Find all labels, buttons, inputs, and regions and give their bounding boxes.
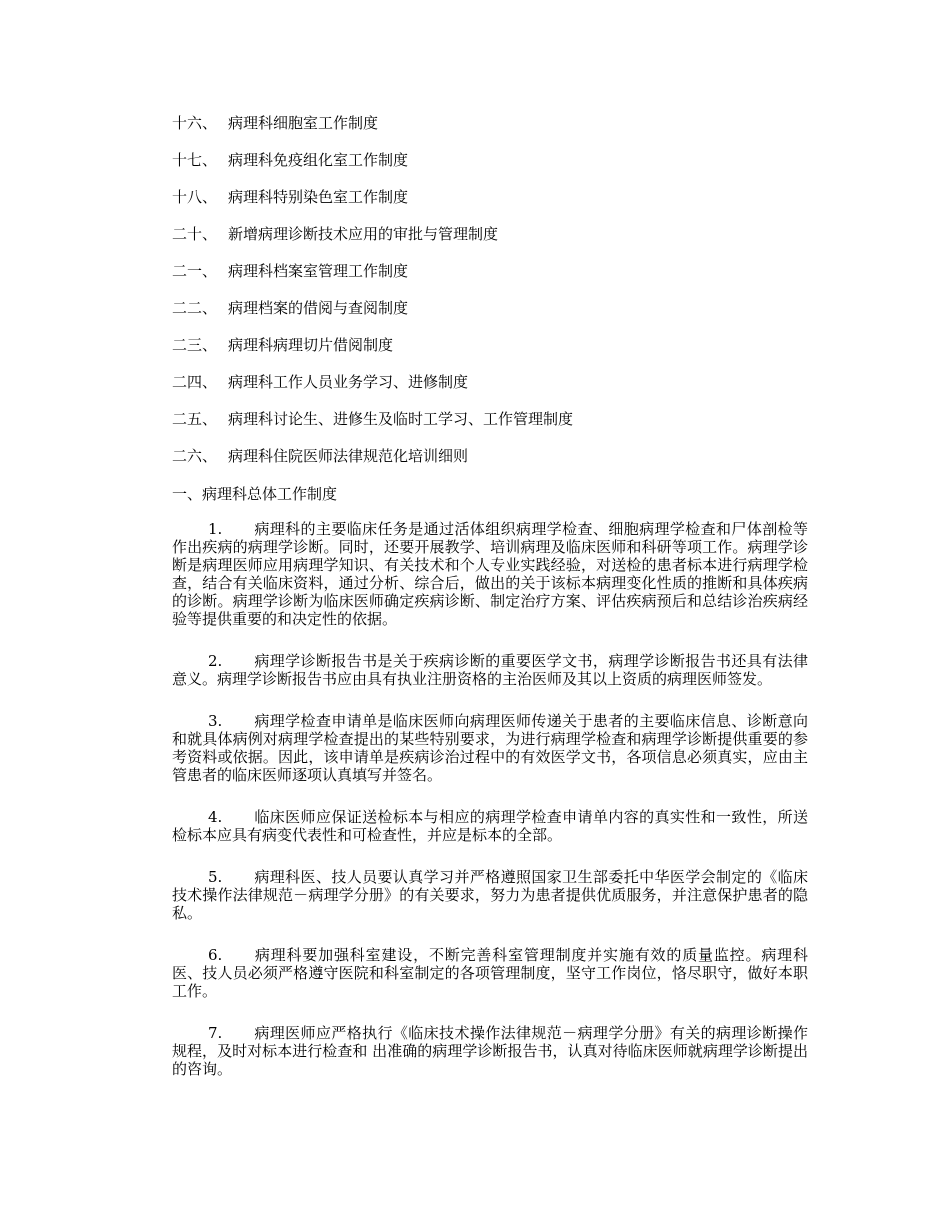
toc-item	[172, 112, 812, 149]
toc-item-title: 病理科工作人员业务学习、进修制度	[228, 373, 469, 391]
paragraph-text: 病理科医、技人员要认真学习并严格遵照国家卫生部委托中华医学会制定的《临床技术操作法律规范－病理学分册》的有关要求，努力为患者提供优质服务，并注意保护患者的隐私。	[172, 868, 808, 922]
toc-item-number: 二一、	[172, 262, 218, 280]
toc-item	[172, 371, 812, 408]
paragraph-text: 病理学诊断报告书是关于疾病诊断的重要医学文书，病理学诊断报告书还具有法律意义。病理学诊断报告书应由具有执业注册资格的主治医师及其以上资质的病理医师签发。	[172, 652, 808, 688]
numbered-paragraph	[172, 520, 808, 628]
toc-item-number: 二十、	[172, 225, 218, 243]
toc-item	[172, 149, 812, 186]
toc-item-title: 病理科病理切片借阅制度	[228, 336, 394, 354]
numbered-paragraph	[172, 808, 808, 844]
toc-item	[172, 334, 812, 371]
paragraph-text: 病理学检查申请单是临床医师向病理医师传递关于患者的主要临床信息、诊断意向和就具体病例对病理学检查提出的某些特别要求，为进行病理学检查和病理学诊断提供重要的参考资料或依据。因此，该申请单是疾病诊治过程中的有效医学文书，各项信息必须真实，应由主管患者的临床医师逐项认真填写并签名。	[172, 712, 808, 784]
toc-item-number: 二二、	[172, 299, 218, 317]
paragraph-number: 7.	[208, 1024, 223, 1042]
toc-item-title: 新增病理诊断技术应用的审批与管理制度	[228, 225, 499, 243]
paragraph-list	[172, 520, 808, 1102]
numbered-paragraph	[172, 946, 808, 1000]
paragraph-text: 临床医师应保证送检标本与相应的病理学检查申请单内容的真实性和一致性，所送检标本应具有病变代表性和可检查性，并应是标本的全部。	[172, 808, 808, 844]
toc-item	[172, 186, 812, 223]
table-of-contents	[172, 112, 812, 482]
toc-item-number: 二六、	[172, 447, 218, 465]
toc-item	[172, 445, 812, 482]
numbered-paragraph	[172, 652, 808, 688]
numbered-paragraph	[172, 868, 808, 922]
toc-item-title: 病理科讨论生、进修生及临时工学习、工作管理制度	[228, 410, 574, 428]
toc-item-title: 病理科特别染色室工作制度	[228, 188, 409, 206]
paragraph-number: 5.	[208, 868, 223, 886]
section-heading: 一、病理科总体工作制度	[172, 485, 338, 503]
toc-item-number: 二五、	[172, 410, 218, 428]
toc-item-number: 十七、	[172, 151, 218, 169]
toc-item-number: 二四、	[172, 373, 218, 391]
toc-item	[172, 260, 812, 297]
paragraph-number: 3.	[208, 712, 223, 730]
paragraph-text: 病理医师应严格执行《临床技术操作法律规范－病理学分册》有关的病理诊断操作规程，及时对标本进行检查和 出准确的病理学诊断报告书，认真对待临床医师就病理学诊断提出的咨询。	[172, 1024, 808, 1078]
numbered-paragraph	[172, 712, 808, 784]
paragraph-number: 2.	[208, 652, 223, 670]
toc-item	[172, 408, 812, 445]
toc-item-title: 病理科住院医师法律规范化培训细则	[228, 447, 469, 465]
paragraph-number: 1.	[208, 520, 223, 538]
toc-item-number: 二三、	[172, 336, 218, 354]
toc-item	[172, 223, 812, 260]
toc-item-number: 十八、	[172, 188, 218, 206]
numbered-paragraph	[172, 1024, 808, 1078]
toc-item-title: 病理科免疫组化室工作制度	[228, 151, 409, 169]
paragraph-number: 6.	[208, 946, 223, 964]
paragraph-text: 病理科要加强科室建设，不断完善科室管理制度并实施有效的质量监控。病理科医、技人员必须严格遵守医院和科室制定的各项管理制度，坚守工作岗位，恪尽职守，做好本职工作。	[172, 946, 808, 1000]
toc-item-title: 病理档案的借阅与查阅制度	[228, 299, 409, 317]
paragraph-number: 4.	[208, 808, 223, 826]
toc-item-title: 病理科档案室管理工作制度	[228, 262, 409, 280]
toc-item	[172, 297, 812, 334]
toc-item-title: 病理科细胞室工作制度	[228, 114, 379, 132]
toc-item-number: 十六、	[172, 114, 218, 132]
paragraph-text: 病理科的主要临床任务是通过活体组织病理学检查、细胞病理学检查和尸体剖检等作出疾病的病理学诊断。同时，还要开展教学、培训病理及临床医师和科研等项工作。病理学诊断是病理医师应用病理学知识、有关技术和个人专业实践经验，对送检的患者标本进行病理学检查，结合有关临床资料，通过分析、综合后，做出的关于该标本病理变化性质的推断和具体疾病的诊断。病理学诊断为临床医师确定疾病诊断、制定治疗方案、评估疾病预后和总结诊治疾病经验等提供重要的和决定性的依据。	[172, 520, 808, 628]
